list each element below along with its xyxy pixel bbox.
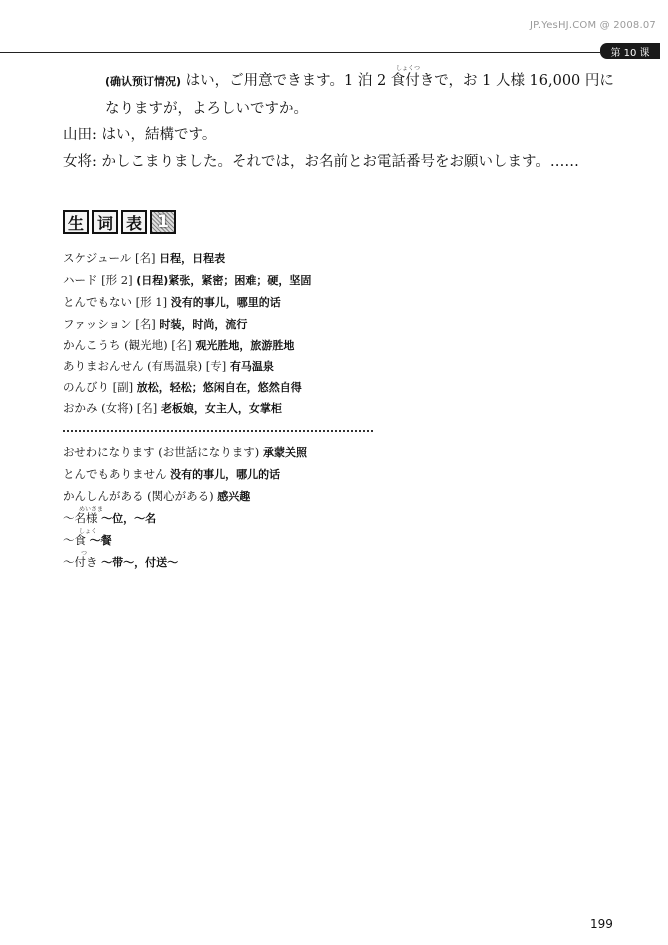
furigana: つ	[81, 550, 88, 557]
vocab-meaning: 有马温泉	[229, 360, 274, 373]
vocab-word: スケジュール	[63, 251, 132, 265]
vocab-title-char: 表	[121, 210, 147, 234]
vocab-pos: [名]	[136, 401, 158, 415]
vocab-pos: [名]	[171, 338, 192, 352]
furigana: しょく	[79, 528, 98, 535]
dialogue-line-3	[63, 125, 216, 145]
vocab-item	[63, 379, 302, 396]
phrase-word: かんしんがある (関心がある)	[63, 489, 214, 503]
phrase-word: ～付き	[63, 555, 98, 569]
dialogue-line-2: なりますが，よろしいですか。	[105, 101, 308, 117]
vocab-meaning: 老板娘，女主人，女掌柜	[160, 402, 282, 415]
vocab-title	[63, 210, 176, 234]
speaker-okami: 女将:	[63, 154, 97, 170]
dialogue-line-1	[105, 71, 614, 92]
dialogue-text-1: はい，ご用意できます。1 泊 2 食付きで，お 1 人様 16,000 円に	[185, 73, 614, 89]
furigana: しょくつ	[396, 65, 421, 72]
phrase-item	[63, 466, 280, 483]
watermark: JP.YesHJ.COM @ 2008.07	[530, 20, 656, 31]
phrase-item	[63, 554, 178, 571]
vocab-title-char: 生	[63, 210, 89, 234]
vocab-item	[63, 337, 294, 354]
page-number: 199	[590, 917, 613, 931]
phrase-item	[63, 532, 112, 549]
vocab-word: のんびり	[63, 380, 109, 394]
phrase-meaning: ～餐	[89, 534, 112, 547]
vocab-pos: [名]	[134, 251, 156, 265]
vocab-title-number: 1	[150, 210, 176, 234]
phrase-item	[63, 510, 156, 527]
phrase-meaning: 感兴趣	[217, 490, 251, 503]
vocab-pos: [形 1]	[135, 295, 168, 309]
vocab-item	[63, 316, 247, 333]
dialogue-line-4	[63, 152, 579, 172]
furigana: めいさま	[79, 506, 104, 513]
phrase-meaning: ～带～，付送～	[101, 556, 179, 569]
vocab-item	[63, 272, 311, 289]
vocab-word: とんでもない	[63, 295, 132, 309]
vocab-meaning: 观光胜地，旅游胜地	[195, 339, 295, 352]
phrase-meaning: 没有的事儿，哪儿的话	[170, 468, 281, 481]
vocab-pos: [副]	[112, 380, 134, 394]
vocab-word: ファッション	[63, 317, 132, 331]
phrase-word: ～食	[63, 533, 86, 547]
vocab-word: ハード	[63, 273, 98, 287]
vocab-item	[63, 400, 282, 417]
vocab-pos: [专]	[205, 359, 227, 373]
dialogue-text-4: かしこまりました。それでは，お名前とお電話番号をお願いします。……	[101, 154, 579, 170]
dialogue-note: (确认预订情况)	[105, 75, 182, 88]
phrase-meaning: ～位，～名	[101, 512, 157, 525]
vocab-meaning: 日程，日程表	[159, 252, 226, 265]
vocab-word: かんこうち (観光地)	[63, 338, 168, 352]
vocab-item	[63, 294, 281, 311]
speaker-yamada: 山田:	[63, 127, 97, 143]
vocab-pos: [形 2]	[101, 273, 133, 287]
vocab-meaning: 没有的事儿，哪里的话	[170, 296, 281, 309]
vocab-word: おかみ (女将)	[63, 401, 134, 415]
vocab-title-char: 词	[92, 210, 118, 234]
header-rule	[0, 52, 600, 53]
phrase-word: とんでもありません	[63, 467, 167, 481]
vocab-item	[63, 358, 274, 375]
vocab-item	[63, 250, 225, 267]
vocab-pos: [名]	[135, 317, 156, 331]
vocab-meaning: 放松，轻松；悠闲自在，悠然自得	[136, 381, 302, 394]
phrase-item	[63, 444, 307, 461]
dialogue-text-3: はい，結構です。	[101, 127, 217, 143]
phrase-word: ～名様	[63, 511, 98, 525]
vocab-word: ありまおんせん (有馬温泉)	[63, 359, 203, 373]
lesson-badge: 第 10 课	[600, 43, 660, 59]
phrase-meaning: 承蒙关照	[262, 446, 307, 459]
phrase-word: おせわになります (お世話になります)	[63, 445, 260, 459]
vocab-meaning: (日程)紧张，紧密；困难；硬，坚固	[136, 274, 312, 287]
dotted-divider	[63, 430, 373, 432]
phrase-item	[63, 488, 250, 505]
vocab-meaning: 时装，时尚，流行	[159, 318, 248, 331]
